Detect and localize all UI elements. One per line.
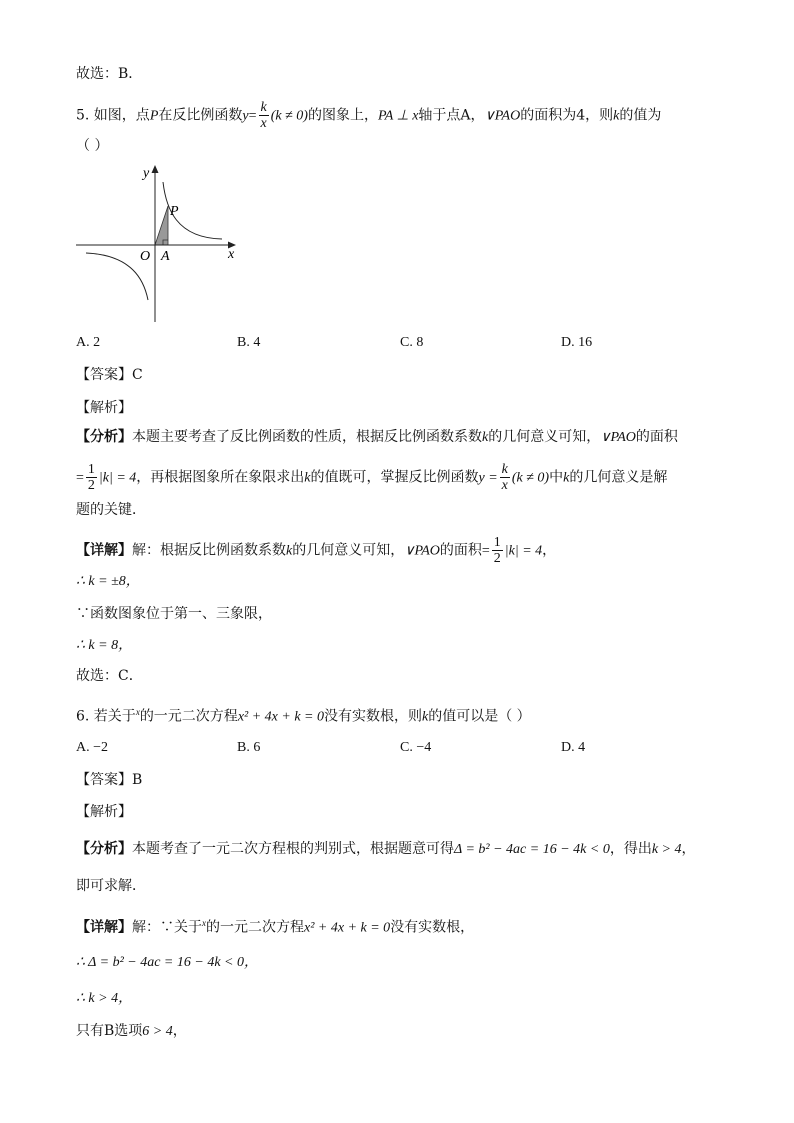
q6-k: k (422, 709, 429, 725)
q5-triangle: ∨PAO (404, 543, 440, 559)
q5-xiangjie-tag: 【详解】 (76, 542, 132, 559)
q5-fraction (500, 462, 510, 493)
q6-x: x (202, 918, 206, 928)
q5-text: 轴于点A， (418, 107, 485, 124)
q5-perp: PA ⊥ x (377, 108, 419, 124)
q6-text: 的一元二次方程 (139, 708, 238, 725)
q5-text: 的图象上， (307, 107, 378, 124)
q6-text: 解：∵关于 (132, 919, 202, 936)
q5-k: k (304, 470, 311, 486)
q5-half-num: 1 (87, 462, 95, 477)
q5-k: k (482, 430, 489, 445)
q6-ineq: 6 > 4 (142, 1024, 173, 1039)
q5-text: 的面积 (439, 542, 482, 559)
q6-option-c: C. −4 (400, 740, 432, 755)
q4-choice: 故选：B． (76, 66, 143, 82)
q5-option-d: D. 16 (561, 335, 593, 350)
q6-text: ， (172, 1023, 187, 1039)
q5-option-c: C. 8 (400, 335, 424, 350)
q5-text: 的几何意义可知， (488, 429, 601, 445)
q5-text: ， (542, 542, 557, 559)
q5-frac-num: k (260, 100, 267, 115)
q5-frac-den: x (260, 116, 267, 131)
q5-choice: 故选：C． (76, 668, 143, 684)
q6-option-d: D. 4 (561, 740, 586, 755)
q5-text: 本题主要考查了反比例函数的性质，根据反比例函数系数 (132, 429, 482, 445)
q6-fenxi-line1 (76, 839, 696, 860)
q5-k: k (286, 543, 293, 559)
q5-eq: = (248, 108, 257, 124)
q5-text: 在反比例函数 (158, 107, 243, 124)
q5-fraction (259, 100, 269, 131)
q6-step1: ∴ Δ = b² − 4ac = 16 − 4k < 0， (76, 955, 258, 970)
q6-equation: x² + 4x + k = 0 (237, 709, 324, 725)
q5-text: 的值为 (619, 107, 662, 124)
q5-option-b: B. 4 (237, 335, 261, 350)
q5-fenxi-tag: 【分析】 (76, 429, 132, 445)
q6-text: 本题考查了一元二次方程根的判别式，根据题意可得 (132, 841, 454, 857)
q5-text: 解：根据反比例函数系数 (132, 542, 286, 559)
q5-text: 的面积为4，则 (520, 107, 614, 124)
q6-text: ，得出 (609, 841, 652, 857)
q5-analysis-heading: 【解析】 (76, 400, 132, 416)
q5-k: k (563, 470, 570, 486)
q5-option-a: A. 2 (76, 335, 101, 350)
q6-equation: x² + 4x + k = 0 (304, 920, 391, 936)
q5-half (492, 535, 503, 566)
q5-fenxi-line3: 题的关键． (76, 502, 146, 518)
q5-func-y: y (242, 108, 249, 124)
q5-stem-line2: （ ） (76, 138, 109, 154)
q5-text: ，再根据图象所在象限求出 (136, 469, 305, 486)
q5-k: k (613, 108, 620, 124)
q5-shaded-triangle (155, 206, 168, 245)
q5-half-num: 1 (493, 535, 501, 550)
q5-abs-k: |k| = 4 (504, 543, 543, 559)
q5-text: 的几何意义可知， (292, 542, 405, 559)
q5-xiangjie-line1 (76, 535, 556, 566)
q5-frac-den: x (501, 478, 508, 493)
q6-discriminant: Δ = b² − 4ac = 16 − 4k < 0 (454, 842, 610, 857)
q5-label-o: O (140, 249, 151, 264)
q6-text: ， (681, 841, 696, 857)
q5-text: 的几何意义是解 (569, 469, 668, 486)
q6-stem (76, 702, 531, 728)
q5-step3: ∴ k = 8， (76, 638, 133, 653)
q6-step3 (76, 1021, 187, 1042)
q5-func-y: y = (478, 470, 498, 486)
q5-fenxi-line2 (76, 462, 667, 493)
q6-option-a: A. −2 (76, 740, 109, 755)
q6-text: 只有B选项 (76, 1023, 143, 1039)
q5-eq: = (76, 470, 84, 486)
q5-half-den: 2 (493, 551, 501, 566)
q5-half (86, 462, 97, 493)
q5-graph (72, 160, 252, 325)
q6-text: 6. 若关于 (76, 708, 136, 725)
q6-text: 没有实数根，则 (324, 708, 422, 725)
q6-text: 的值可以是（ ） (428, 708, 531, 725)
q6-text: 的一元二次方程 (206, 919, 304, 936)
q5-answer: 【答案】C (76, 367, 143, 383)
q5-fenxi-line1 (76, 427, 678, 448)
q5-text: 中 (549, 469, 564, 486)
q5-y-arrow (152, 165, 159, 173)
q5-cond: (k ≠ 0) (511, 470, 550, 486)
q5-half-den: 2 (87, 478, 95, 493)
q6-fenxi-line2: 即可求解． (76, 878, 146, 894)
q5-point-p: P (149, 108, 159, 124)
q5-frac-num: k (501, 462, 508, 477)
q5-eq: = (481, 543, 490, 559)
q5-cond: (k ≠ 0) (270, 108, 308, 124)
q5-label-x: x (228, 247, 235, 262)
q5-label-p: P (170, 204, 179, 219)
q5-text: 5. 如图，点 (76, 107, 150, 124)
q6-xiangjie-tag: 【详解】 (76, 919, 132, 936)
q5-step1: ∴ k = ±8， (76, 574, 140, 589)
q6-step2: ∴ k > 4， (76, 991, 133, 1006)
q5-triangle: ∨PAO (484, 108, 521, 124)
q5-triangle: ∨PAO (600, 430, 636, 445)
q6-text: 没有实数根， (390, 919, 475, 936)
q6-k-ineq: k > 4 (651, 842, 682, 857)
q5-abs-k: |k| = 4 (98, 470, 137, 486)
q5-curve-q3 (86, 253, 148, 300)
q5-step2: ∵函数图象位于第一、三象限， (76, 606, 272, 622)
q6-x: x (135, 707, 140, 717)
q5-label-a: A (161, 249, 170, 264)
q5-stem-line1 (76, 100, 661, 131)
q6-xiangjie-line1 (76, 913, 474, 939)
q5-label-y: y (143, 166, 150, 181)
q5-text: 的值既可，掌握反比例函数 (310, 469, 479, 486)
q6-option-b: B. 6 (237, 740, 261, 755)
q6-analysis-heading: 【解析】 (76, 804, 132, 820)
q5-text: 的面积 (635, 429, 678, 445)
q6-answer: 【答案】B (76, 772, 143, 788)
q6-fenxi-tag: 【分析】 (76, 841, 132, 857)
